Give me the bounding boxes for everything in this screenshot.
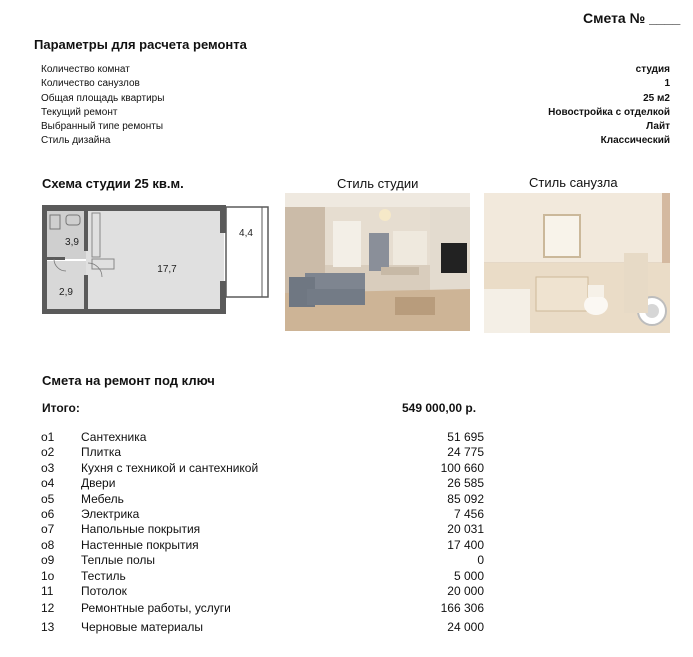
- param-row: [41, 106, 670, 120]
- param-row: [41, 120, 670, 134]
- estimate-item: [0, 492, 693, 507]
- item-name: Напольные покрытия: [81, 522, 201, 536]
- total-value: 549 000,00 р.: [402, 401, 477, 415]
- plan-area-bath: 3,9: [65, 237, 79, 248]
- plan-area-balcony: 4,4: [239, 228, 253, 239]
- item-code: о3: [41, 461, 55, 475]
- item-amount: 7 456: [453, 507, 484, 521]
- param-label: Количество комнат: [41, 64, 130, 75]
- estimate-item: [0, 461, 693, 476]
- item-name: Теплые полы: [81, 553, 155, 567]
- item-amount: 166 306: [440, 601, 484, 615]
- total-label: Итого:: [42, 401, 80, 415]
- item-name: Плитка: [81, 445, 122, 459]
- item-code: о7: [41, 522, 55, 536]
- estimate-item: [0, 620, 693, 635]
- item-name: Мебель: [81, 492, 124, 506]
- item-code: 12: [41, 601, 55, 615]
- estimate-item: [0, 507, 693, 522]
- item-amount: 5 000: [453, 569, 484, 583]
- item-code: 11: [41, 584, 54, 598]
- param-label: Выбранный типе ремонты: [41, 121, 164, 133]
- item-amount: 51 695: [447, 430, 484, 444]
- item-name: Ремонтные работы, услуги: [81, 601, 231, 615]
- estimate-item: [0, 430, 693, 445]
- item-amount: 100 660: [440, 461, 484, 475]
- item-name: Черновые материалы: [81, 620, 204, 634]
- estimate-item: [0, 538, 693, 553]
- param-value: Новостройка с отделкой: [548, 106, 670, 118]
- estimate-item: [0, 553, 693, 568]
- item-amount: 24 775: [447, 445, 484, 459]
- studio-style-photo: [285, 193, 470, 331]
- item-code: о8: [41, 538, 55, 552]
- params-table: [41, 63, 670, 149]
- item-code: о9: [41, 553, 55, 567]
- item-name: Тестиль: [81, 569, 126, 583]
- estimate-item: [0, 445, 693, 460]
- item-code: о6: [41, 507, 55, 521]
- param-value: 1: [664, 78, 670, 90]
- param-label: Стиль дизайна: [41, 135, 111, 147]
- param-label: Количество санузлов: [41, 78, 140, 90]
- bathroom-style-photo: [484, 193, 670, 333]
- item-name: Электрика: [81, 507, 140, 521]
- item-amount: 26 585: [447, 476, 484, 490]
- param-row: [41, 134, 670, 148]
- item-amount: 0: [477, 553, 484, 567]
- plan-area-room: 17,7: [157, 264, 177, 275]
- item-amount: 20 000: [447, 584, 484, 598]
- param-row: [41, 92, 670, 106]
- bathroom-style-title: Стиль санузла: [529, 175, 618, 190]
- studio-style-title: Стиль студии: [337, 176, 419, 191]
- item-code: о1: [41, 430, 55, 444]
- param-row: [41, 77, 670, 91]
- param-value: Лайт: [646, 121, 670, 133]
- item-amount: 85 092: [447, 492, 484, 506]
- param-row: [41, 63, 670, 77]
- estimate-number: Смета № ____: [583, 10, 681, 26]
- estimate-item: [0, 476, 693, 491]
- floor-plan: [40, 203, 272, 317]
- item-name: Потолок: [81, 584, 127, 598]
- param-label: Общая площадь квартиры: [41, 92, 165, 104]
- item-name: Кухня с техникой и сантехникой: [81, 461, 259, 475]
- estimate-item: [0, 584, 693, 599]
- estimate-item: [0, 569, 693, 584]
- item-amount: 17 400: [447, 538, 484, 552]
- item-code: 1о: [41, 569, 55, 583]
- param-value: студия: [635, 64, 670, 75]
- item-code: о5: [41, 492, 55, 506]
- param-value: Классический: [600, 135, 670, 147]
- param-value: 25 м2: [643, 92, 670, 104]
- plan-area-hall: 2,9: [59, 287, 73, 298]
- estimate-item: [0, 522, 693, 537]
- item-name: Двери: [81, 476, 116, 490]
- item-code: 13: [41, 620, 55, 634]
- item-amount: 20 031: [447, 522, 484, 536]
- estimate-title: Смета на ремонт под ключ: [42, 373, 215, 388]
- param-label: Текущий ремонт: [41, 106, 118, 118]
- item-code: о4: [41, 476, 55, 490]
- estimate-item: [0, 601, 693, 616]
- item-name: Сантехника: [81, 430, 147, 444]
- item-amount: 24 000: [447, 620, 484, 634]
- item-code: о2: [41, 445, 55, 459]
- item-name: Настенные покрытия: [81, 538, 199, 552]
- params-title: Параметры для расчета ремонта: [34, 37, 247, 52]
- plan-title: Схема студии 25 кв.м.: [42, 176, 184, 191]
